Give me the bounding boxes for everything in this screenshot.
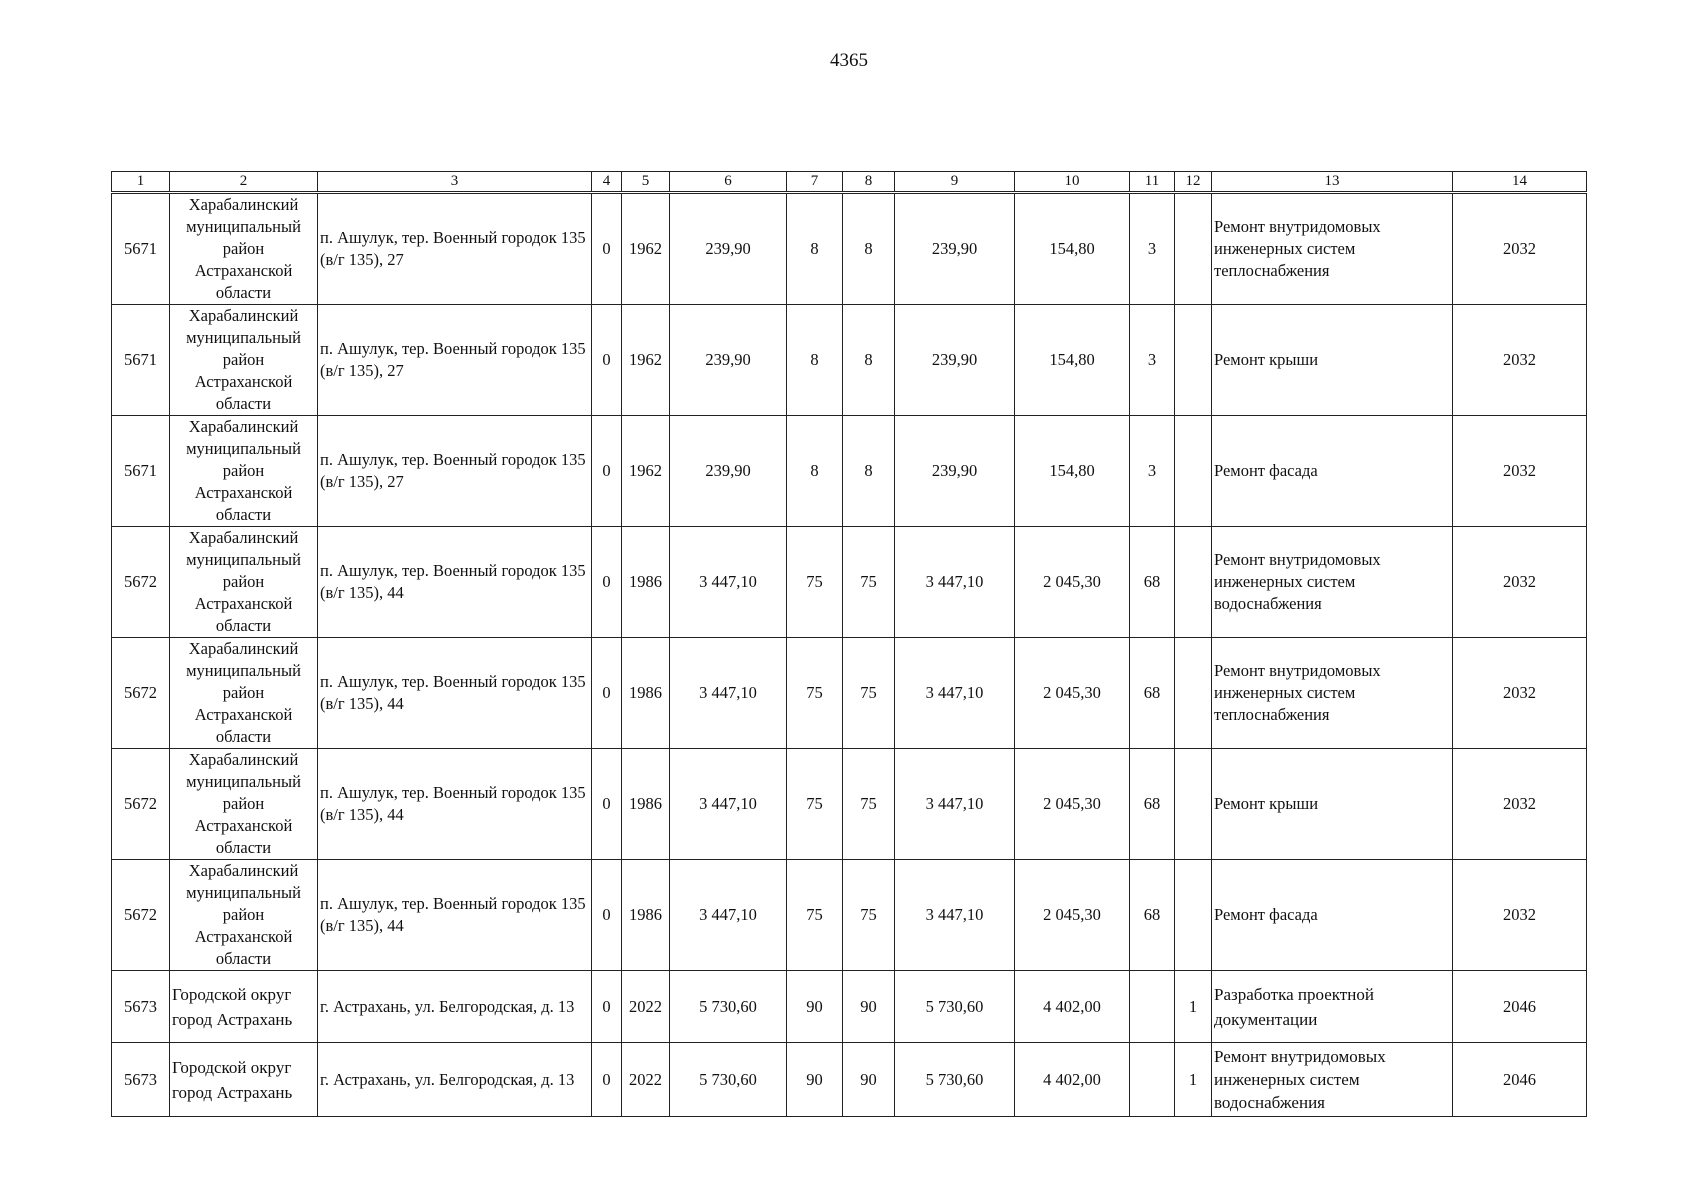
cell-record-number: 5672 xyxy=(112,638,170,749)
table-row xyxy=(112,638,1587,749)
cell-work-type: Ремонт внутридомовых инженерных систем теплоснабжения xyxy=(1212,193,1453,305)
cell-col6: 3 447,10 xyxy=(670,638,787,749)
cell-address: п. Ашулук, тер. Военный городок 135 (в/г 135), 27 xyxy=(318,193,592,305)
cell-municipality: Харабалинский муниципальный район Астраханской области xyxy=(170,860,318,971)
cell-col10: 154,80 xyxy=(1015,416,1130,527)
cell-municipality: Харабалинский муниципальный район Астраханской области xyxy=(170,527,318,638)
column-header-7: 7 xyxy=(787,172,843,193)
cell-col12: 1 xyxy=(1175,1043,1212,1117)
cell-col9: 239,90 xyxy=(895,305,1015,416)
column-header-6: 6 xyxy=(670,172,787,193)
cell-record-number: 5671 xyxy=(112,416,170,527)
table-header-row xyxy=(112,172,1587,193)
cell-col9: 3 447,10 xyxy=(895,860,1015,971)
cell-col11: 3 xyxy=(1130,305,1175,416)
cell-col14: 2032 xyxy=(1453,193,1587,305)
cell-col14: 2032 xyxy=(1453,860,1587,971)
cell-col4: 0 xyxy=(592,527,622,638)
cell-address: п. Ашулук, тер. Военный городок 135 (в/г 135), 44 xyxy=(318,860,592,971)
cell-work-type: Ремонт внутридомовых инженерных систем водоснабжения xyxy=(1212,527,1453,638)
cell-year: 1986 xyxy=(622,527,670,638)
cell-work-type: Разработка проектной документации xyxy=(1212,971,1453,1043)
cell-work-type: Ремонт внутридомовых инженерных систем теплоснабжения xyxy=(1212,638,1453,749)
cell-col8: 75 xyxy=(843,527,895,638)
cell-record-number: 5672 xyxy=(112,527,170,638)
cell-col7: 90 xyxy=(787,1043,843,1117)
cell-col10: 2 045,30 xyxy=(1015,527,1130,638)
cell-record-number: 5671 xyxy=(112,305,170,416)
column-header-10: 10 xyxy=(1015,172,1130,193)
cell-col10: 2 045,30 xyxy=(1015,638,1130,749)
cell-col14: 2046 xyxy=(1453,1043,1587,1117)
cell-col9: 3 447,10 xyxy=(895,638,1015,749)
page-number: 4365 xyxy=(830,50,868,71)
column-header-8: 8 xyxy=(843,172,895,193)
cell-col11: 68 xyxy=(1130,638,1175,749)
cell-col4: 0 xyxy=(592,971,622,1043)
cell-col11: 68 xyxy=(1130,749,1175,860)
cell-col7: 90 xyxy=(787,971,843,1043)
column-header-12: 12 xyxy=(1175,172,1212,193)
cell-col6: 3 447,10 xyxy=(670,527,787,638)
cell-municipality: Харабалинский муниципальный район Астраханской области xyxy=(170,305,318,416)
cell-col6: 3 447,10 xyxy=(670,749,787,860)
cell-col9: 239,90 xyxy=(895,193,1015,305)
cell-address: г. Астрахань, ул. Белгородская, д. 13 xyxy=(318,1043,592,1117)
cell-record-number: 5672 xyxy=(112,749,170,860)
cell-col8: 8 xyxy=(843,305,895,416)
cell-col4: 0 xyxy=(592,305,622,416)
cell-municipality: Городской округ город Астрахань xyxy=(170,1043,318,1117)
cell-col8: 8 xyxy=(843,193,895,305)
cell-col14: 2032 xyxy=(1453,638,1587,749)
data-table xyxy=(111,171,1587,1117)
cell-col11: 3 xyxy=(1130,193,1175,305)
table-row xyxy=(112,860,1587,971)
cell-col12 xyxy=(1175,416,1212,527)
cell-col11 xyxy=(1130,971,1175,1043)
cell-col8: 75 xyxy=(843,638,895,749)
cell-municipality: Харабалинский муниципальный район Астраханской области xyxy=(170,416,318,527)
cell-col14: 2032 xyxy=(1453,527,1587,638)
cell-col7: 75 xyxy=(787,860,843,971)
cell-col7: 8 xyxy=(787,193,843,305)
cell-col10: 154,80 xyxy=(1015,193,1130,305)
table-row xyxy=(112,527,1587,638)
cell-record-number: 5672 xyxy=(112,860,170,971)
cell-col4: 0 xyxy=(592,860,622,971)
cell-col11: 68 xyxy=(1130,527,1175,638)
cell-col10: 2 045,30 xyxy=(1015,860,1130,971)
cell-col11: 68 xyxy=(1130,860,1175,971)
cell-col7: 75 xyxy=(787,749,843,860)
cell-year: 1962 xyxy=(622,416,670,527)
column-header-14: 14 xyxy=(1453,172,1587,193)
cell-year: 1962 xyxy=(622,193,670,305)
cell-col12 xyxy=(1175,860,1212,971)
cell-col6: 239,90 xyxy=(670,193,787,305)
cell-year: 1962 xyxy=(622,305,670,416)
table-row xyxy=(112,416,1587,527)
cell-col4: 0 xyxy=(592,416,622,527)
cell-col7: 8 xyxy=(787,305,843,416)
cell-col12 xyxy=(1175,749,1212,860)
cell-col12 xyxy=(1175,638,1212,749)
column-header-13: 13 xyxy=(1212,172,1453,193)
cell-col10: 4 402,00 xyxy=(1015,971,1130,1043)
cell-col8: 75 xyxy=(843,860,895,971)
cell-col9: 239,90 xyxy=(895,416,1015,527)
cell-year: 1986 xyxy=(622,638,670,749)
cell-municipality: Харабалинский муниципальный район Астраханской области xyxy=(170,193,318,305)
cell-col12 xyxy=(1175,305,1212,416)
cell-col14: 2032 xyxy=(1453,749,1587,860)
cell-address: п. Ашулук, тер. Военный городок 135 (в/г 135), 44 xyxy=(318,527,592,638)
column-header-1: 1 xyxy=(112,172,170,193)
cell-col7: 75 xyxy=(787,638,843,749)
cell-address: п. Ашулук, тер. Военный городок 135 (в/г 135), 44 xyxy=(318,749,592,860)
cell-address: г. Астрахань, ул. Белгородская, д. 13 xyxy=(318,971,592,1043)
cell-col8: 75 xyxy=(843,749,895,860)
cell-record-number: 5673 xyxy=(112,1043,170,1117)
cell-col14: 2032 xyxy=(1453,416,1587,527)
cell-col11: 3 xyxy=(1130,416,1175,527)
column-header-9: 9 xyxy=(895,172,1015,193)
cell-address: п. Ашулук, тер. Военный городок 135 (в/г 135), 44 xyxy=(318,638,592,749)
cell-col6: 5 730,60 xyxy=(670,971,787,1043)
cell-work-type: Ремонт фасада xyxy=(1212,860,1453,971)
cell-work-type: Ремонт крыши xyxy=(1212,749,1453,860)
cell-year: 2022 xyxy=(622,971,670,1043)
cell-col6: 3 447,10 xyxy=(670,860,787,971)
cell-col4: 0 xyxy=(592,1043,622,1117)
cell-address: п. Ашулук, тер. Военный городок 135 (в/г 135), 27 xyxy=(318,416,592,527)
cell-work-type: Ремонт внутридомовых инженерных систем водоснабжения xyxy=(1212,1043,1453,1117)
cell-col9: 3 447,10 xyxy=(895,749,1015,860)
cell-col10: 4 402,00 xyxy=(1015,1043,1130,1117)
column-header-2: 2 xyxy=(170,172,318,193)
cell-col6: 239,90 xyxy=(670,305,787,416)
cell-col10: 154,80 xyxy=(1015,305,1130,416)
column-header-5: 5 xyxy=(622,172,670,193)
cell-work-type: Ремонт фасада xyxy=(1212,416,1453,527)
cell-year: 2022 xyxy=(622,1043,670,1117)
cell-col4: 0 xyxy=(592,193,622,305)
table-row xyxy=(112,193,1587,305)
cell-col6: 239,90 xyxy=(670,416,787,527)
cell-col12 xyxy=(1175,193,1212,305)
table-row xyxy=(112,305,1587,416)
cell-col6: 5 730,60 xyxy=(670,1043,787,1117)
table-row xyxy=(112,971,1587,1043)
cell-col4: 0 xyxy=(592,638,622,749)
cell-col9: 5 730,60 xyxy=(895,971,1015,1043)
cell-col12: 1 xyxy=(1175,971,1212,1043)
cell-municipality: Харабалинский муниципальный район Астраханской области xyxy=(170,638,318,749)
cell-col9: 3 447,10 xyxy=(895,527,1015,638)
table-row xyxy=(112,1043,1587,1117)
cell-col10: 2 045,30 xyxy=(1015,749,1130,860)
cell-municipality: Харабалинский муниципальный район Астраханской области xyxy=(170,749,318,860)
column-header-3: 3 xyxy=(318,172,592,193)
cell-col12 xyxy=(1175,527,1212,638)
cell-address: п. Ашулук, тер. Военный городок 135 (в/г 135), 27 xyxy=(318,305,592,416)
cell-col8: 8 xyxy=(843,416,895,527)
cell-col7: 75 xyxy=(787,527,843,638)
cell-col8: 90 xyxy=(843,971,895,1043)
cell-work-type: Ремонт крыши xyxy=(1212,305,1453,416)
cell-col9: 5 730,60 xyxy=(895,1043,1015,1117)
cell-record-number: 5671 xyxy=(112,193,170,305)
cell-col14: 2046 xyxy=(1453,971,1587,1043)
cell-col4: 0 xyxy=(592,749,622,860)
table-row xyxy=(112,749,1587,860)
cell-col14: 2032 xyxy=(1453,305,1587,416)
cell-year: 1986 xyxy=(622,860,670,971)
cell-col11 xyxy=(1130,1043,1175,1117)
cell-year: 1986 xyxy=(622,749,670,860)
cell-col7: 8 xyxy=(787,416,843,527)
cell-record-number: 5673 xyxy=(112,971,170,1043)
cell-municipality: Городской округ город Астрахань xyxy=(170,971,318,1043)
cell-col8: 90 xyxy=(843,1043,895,1117)
column-header-11: 11 xyxy=(1130,172,1175,193)
column-header-4: 4 xyxy=(592,172,622,193)
